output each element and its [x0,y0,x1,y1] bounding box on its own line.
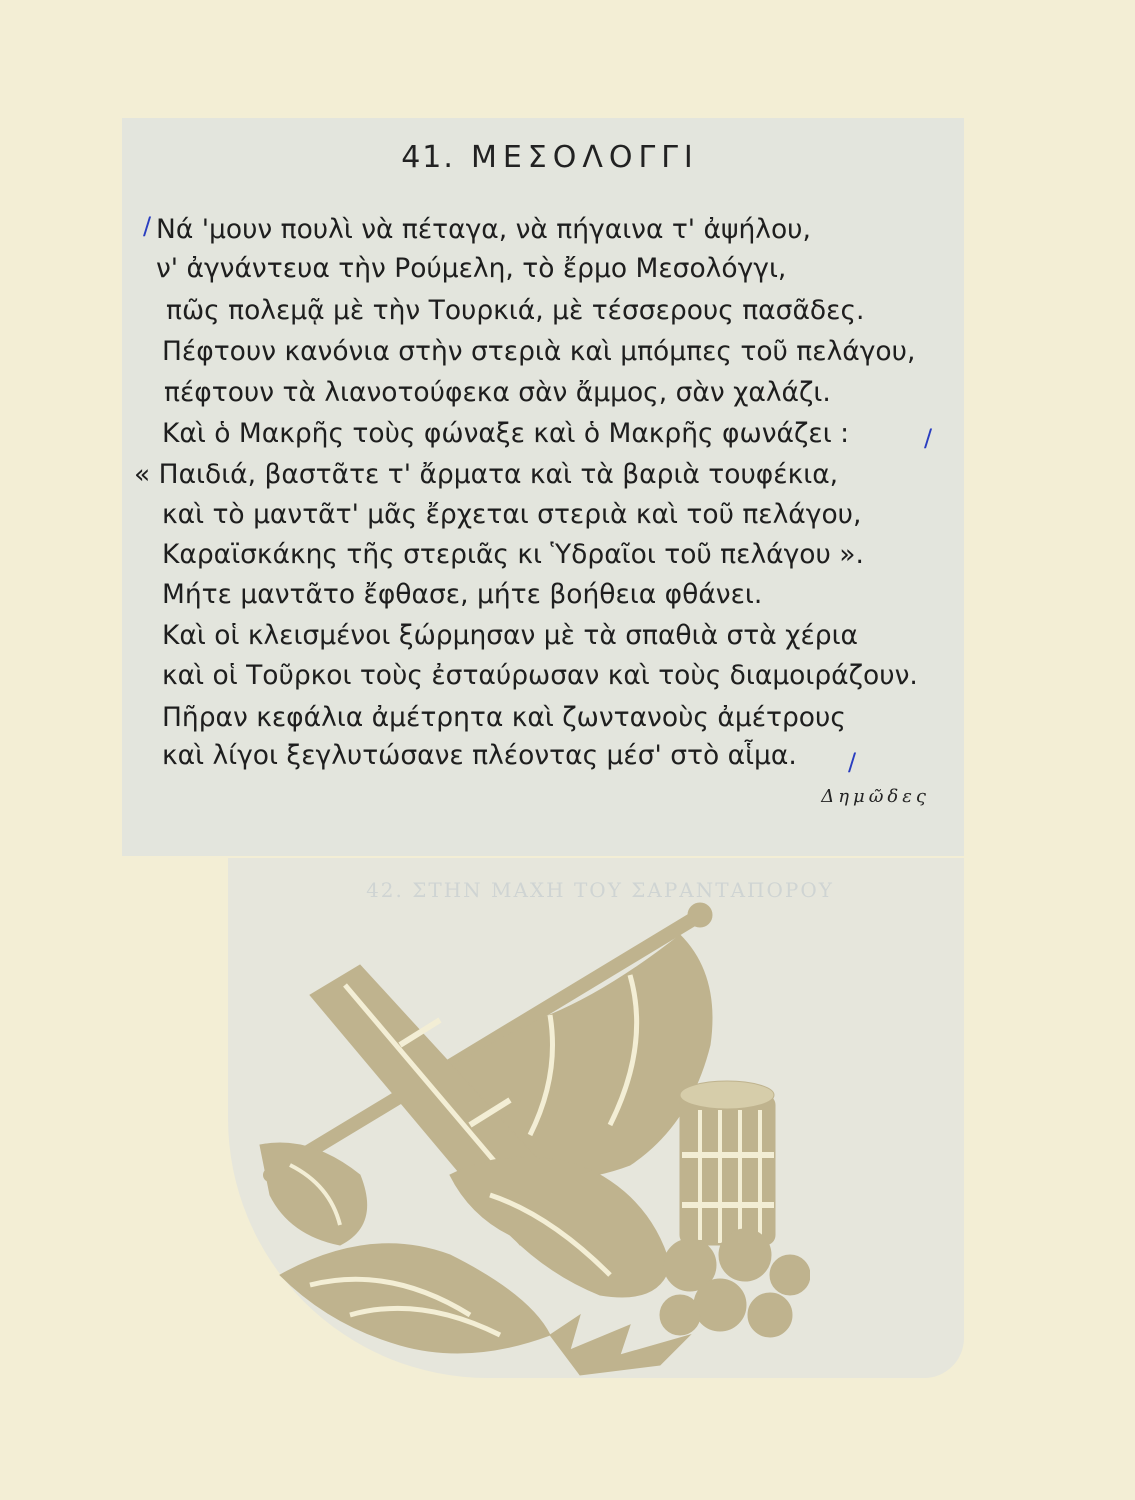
poem-line: πέφτουν τὰ λιανοτούφεκα σὰν ἄμμος, σὰν χαλάζι. [164,377,831,408]
still-life-illustration [250,895,810,1385]
pen-tick-mark: / [848,748,857,776]
show-through-title: 42. ΣΤΗΝ ΜΑΧΗ ΤΟΥ ΣΑΡΑΝΤΑΠΟΡΟΥ [366,878,834,902]
pen-tick-mark: / [924,424,933,452]
poem-line: Πῆραν κεφάλια ἀμέτρητα καὶ ζωντανοὺς ἀμέτρους [162,702,846,733]
poem-line: καὶ οἱ Τοῦρκοι τοὺς ἐσταύρωσαν καὶ τοὺς διαμοιράζουν. [162,660,918,691]
poem-title [0,140,1100,175]
poem-number: 41. [401,140,455,175]
poem-line: Νά 'μουν πουλὶ νὰ πέταγα, νὰ πήγαινα τ' ἀψήλου, [156,214,811,245]
poem-attribution: Δημῶδες [821,786,930,807]
poem-line: ν' ἀγνάντευα τὴν Ρούμελη, τὸ ἔρμο Μεσολόγγι, [156,253,787,284]
poem-line: Μήτε μαντᾶτο ἔφθασε, μήτε βοήθεια φθάνει. [162,579,763,610]
poem-line: Πέφτουν κανόνια στὴν στεριὰ καὶ μπόμπες τοῦ πελάγου, [162,336,916,367]
poem-line: Καραϊσκάκης τῆς στεριᾶς κι Ὑδραῖοι τοῦ πελάγου ». [162,539,864,570]
poem-title-text: ΜΕΣΟΛΟΓΓΙ [470,140,699,175]
poem-line: Καὶ οἱ κλεισμένοι ξώρμησαν μὲ τὰ σπαθιὰ στὰ χέρια [162,620,859,651]
poem-line: καὶ λίγοι ξεγλυτώσανε πλέοντας μέσ' στὸ αἷμα. [162,740,797,771]
poem-line: πῶς πολεμᾷ μὲ τὴν Τουρκιά, μὲ τέσσερους πασᾶδες. [166,295,865,326]
poem-line: « Παιδιά, βαστᾶτε τ' ἄρματα καὶ τὰ βαριὰ τουφέκια, [134,459,839,490]
pen-tick-mark: / [143,212,152,240]
poem-line: καὶ τὸ μαντᾶτ' μᾶς ἔρχεται στεριὰ καὶ τοῦ πελάγου, [162,499,862,530]
poem-line: Καὶ ὁ Μακρῆς τοὺς φώναξε καὶ ὁ Μακρῆς φωνάζει : [162,418,850,449]
